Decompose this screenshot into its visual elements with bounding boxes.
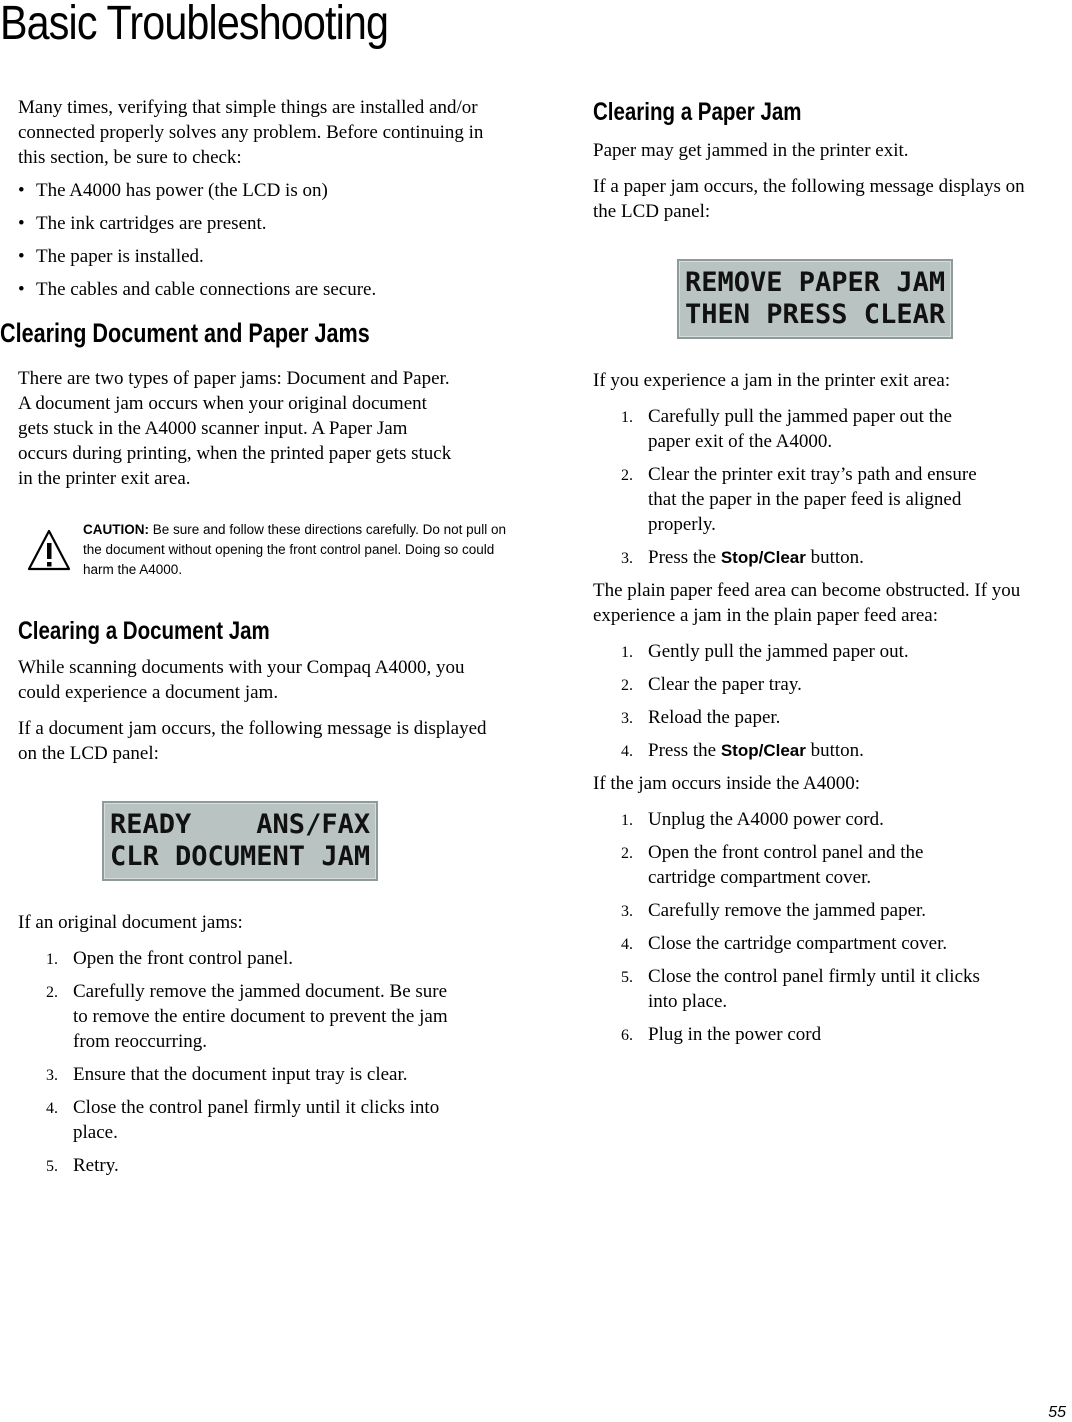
jams-paragraph: There are two types of paper jams: Document and Paper. A document jam occurs when your original document gets stuck in the A4000 scanner input. A Paper Jam occurs during printing, when the printed paper gets stuck in the printer exit area.: [18, 368, 452, 489]
paper-jam-heading: Clearing a Paper Jam: [593, 98, 802, 126]
paper-jam-paragraph-1: Paper may get jammed in the printer exit.: [593, 140, 909, 161]
list-item: 3. Press the Stop/Clear button.: [621, 547, 864, 568]
list-item: • The paper is installed.: [18, 246, 204, 267]
caution-text: [83, 520, 513, 580]
exit-steps: [593, 404, 993, 570]
caution-note: [18, 520, 508, 590]
list-item: 4. Close the cartridge compartment cover.: [621, 933, 948, 954]
paper-jam-paragraph-2: If a paper jam occurs, the following message displays on the LCD panel:: [593, 176, 1025, 222]
feed-paragraph: The plain paper feed area can become obstructed. If you experience a jam in the plain paper feed area:: [593, 580, 1021, 626]
page-title: Basic Troubleshooting: [0, 0, 389, 50]
document-jam-lead: If an original document jams:: [18, 912, 243, 933]
list-item: 1. Unplug the A4000 power cord.: [621, 809, 884, 830]
lcd-line-2: THEN PRESS CLEAR: [685, 299, 946, 330]
list-item: 3. Ensure that the document input tray is clear.: [46, 1064, 408, 1085]
caution-label: CAUTION:: [83, 522, 149, 537]
exit-lead: If you experience a jam in the printer exit area:: [593, 370, 951, 391]
document-jam-heading: Clearing a Document Jam: [18, 617, 270, 645]
bullet-icon: •: [18, 246, 25, 267]
list-item: • The A4000 has power (the LCD is on): [18, 180, 328, 201]
list-item: • The cables and cable connections are secure.: [18, 279, 377, 300]
intro-paragraph: Many times, verifying that simple things are installed and/or connected properly solves any problem. Before continuing in this section, be sure to check:: [18, 97, 484, 168]
list-item: 2. Clear the paper tray.: [621, 674, 802, 695]
document-jam-intro: [18, 655, 488, 777]
document-jam-paragraph-2: If a document jam occurs, the following message is displayed on the LCD panel:: [18, 718, 487, 764]
lcd-panel-paper-jam: [677, 259, 953, 339]
document-jam-steps: [18, 946, 448, 1178]
list-item: 2. Open the front control panel and the cartridge compartment cover.: [621, 842, 924, 888]
lcd-panel-document-jam: [102, 801, 378, 881]
list-item: 3. Reload the paper.: [621, 707, 781, 728]
list-item: 4. Press the Stop/Clear button.: [621, 740, 864, 761]
jams-section: [18, 366, 458, 502]
document-jam-steps-section: [18, 910, 478, 1186]
list-item: • The ink cartridges are present.: [18, 213, 267, 234]
lcd-line-2: CLR DOCUMENT JAM: [110, 841, 371, 872]
jams-heading: Clearing Document and Paper Jams: [0, 318, 370, 348]
list-item: 2. Clear the printer exit tray’s path and ensure that the paper in the paper feed is aligned properly.: [621, 464, 977, 535]
list-item: 4. Close the control panel firmly until it clicks into place.: [46, 1097, 440, 1143]
lcd-line-1: READY ANS/FAX: [110, 809, 371, 840]
feed-steps: [593, 639, 993, 763]
bullet-icon: •: [18, 180, 25, 201]
list-item: 6. Plug in the power cord: [621, 1024, 822, 1045]
warning-icon: [26, 528, 72, 572]
paper-jam-steps-section: [593, 368, 1043, 1055]
inside-steps: [593, 807, 993, 1047]
caution-body: Be sure and follow these directions carefully. Do not pull on the document without opening the front control panel. Doing so could harm the A4000.: [83, 522, 506, 577]
list-item: 1. Gently pull the jammed paper out.: [621, 641, 909, 662]
page-number: 55: [1048, 1404, 1066, 1421]
list-item: 3. Carefully remove the jammed paper.: [621, 900, 927, 921]
lcd-line-1: REMOVE PAPER JAM: [685, 267, 946, 298]
list-item: 5. Close the control panel firmly until it clicks into place.: [621, 966, 980, 1012]
list-item: 2. Carefully remove the jammed document. Be sure to remove the entire document to prevent the jam from reoccurring.: [46, 981, 448, 1052]
list-item: 1. Open the front control panel.: [46, 948, 294, 969]
check-list: [18, 178, 498, 310]
paper-jam-intro: [593, 138, 1043, 235]
list-item: 5. Retry.: [46, 1155, 119, 1176]
inside-lead: If the jam occurs inside the A4000:: [593, 773, 860, 794]
intro-section: [18, 95, 498, 310]
bullet-icon: •: [18, 279, 25, 300]
bullet-icon: •: [18, 213, 25, 234]
list-item: 1. Carefully pull the jammed paper out the paper exit of the A4000.: [621, 406, 952, 452]
document-jam-paragraph-1: While scanning documents with your Compaq A4000, you could experience a document jam.: [18, 657, 465, 703]
